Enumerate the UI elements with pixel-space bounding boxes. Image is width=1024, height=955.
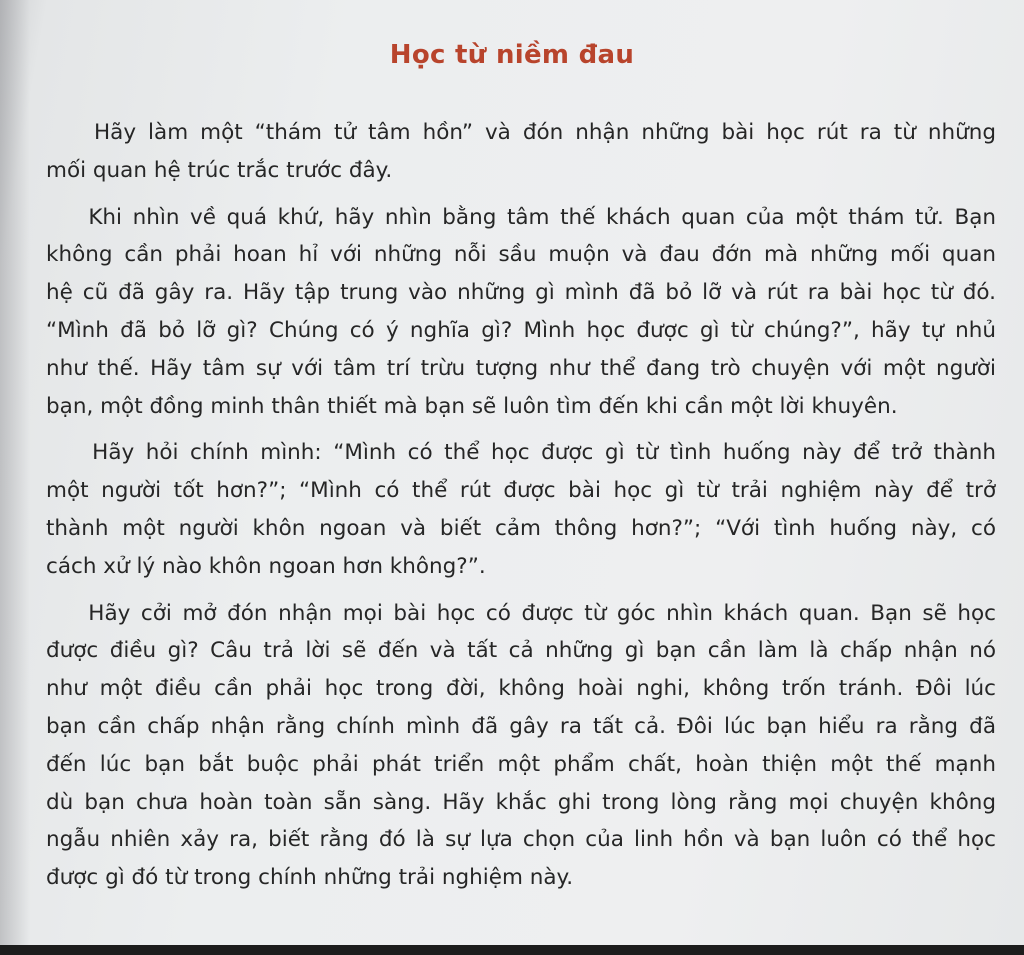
text-line: một người tốt hơn?”; “Mình có thể rút được bài học gì từ trải nghiệm này để trở <box>46 478 996 504</box>
body-text <box>46 114 996 906</box>
paragraph-2 <box>46 199 996 426</box>
paragraph-3 <box>46 434 996 585</box>
text-line: hệ cũ đã gây ra. Hãy tập trung vào những gì mình đã bỏ lỡ và rút ra bài học từ đó. <box>46 280 996 306</box>
text-line: dù bạn chưa hoàn toàn sẵn sàng. Hãy khắc ghi trong lòng rằng mọi chuyện không <box>46 789 996 815</box>
text-line: cách xử lý nào khôn ngoan hơn không?”. <box>46 553 486 579</box>
text-line: đến lúc bạn bắt buộc phải phát triển một phẩm chất, hoàn thiện một thế mạnh <box>46 751 996 777</box>
text-line: không cần phải hoan hỉ với những nỗi sầu muộn và đau đớn mà những mối quan <box>46 242 996 268</box>
text-line: thành một người khôn ngoan và biết cảm thông hơn?”; “Với tình huống này, có <box>46 515 996 541</box>
text-line: bạn cần chấp nhận rằng chính mình đã gây ra tất cả. Đôi lúc bạn hiểu ra rằng đã <box>46 713 996 739</box>
text-line: Hãy hỏi chính mình: “Mình có thể học được gì từ tình huống này để trở thành <box>46 440 996 466</box>
text-line: mối quan hệ trúc trắc trước đây. <box>46 157 393 183</box>
text-line: Hãy cởi mở đón nhận mọi bài học có được từ góc nhìn khách quan. Bạn sẽ học <box>46 600 996 626</box>
text-line: ngẫu nhiên xảy ra, biết rằng đó là sự lựa chọn của linh hồn và bạn luôn có thể học <box>46 827 996 853</box>
text-line: như thế. Hãy tâm sự với tâm trí trừu tượng như thể đang trò chuyện với một người <box>46 355 996 381</box>
text-line: được điều gì? Câu trả lời sẽ đến và tất cả những gì bạn cần làm là chấp nhận nó <box>46 638 996 664</box>
text-line: được gì đó từ trong chính những trải nghiệm này. <box>46 865 574 891</box>
text-line: bạn, một đồng minh thân thiết mà bạn sẽ luôn tìm đến khi cần một lời khuyên. <box>46 393 898 419</box>
page-bottom-edge <box>0 945 1024 955</box>
page-gutter-shadow <box>0 0 30 945</box>
text-line: Khi nhìn về quá khứ, hãy nhìn bằng tâm thế khách quan của một thám tử. Bạn <box>46 204 996 230</box>
paragraph-4 <box>46 595 996 897</box>
text-line: Hãy làm một “thám tử tâm hồn” và đón nhận những bài học rút ra từ những <box>46 120 996 145</box>
text-line: “Mình đã bỏ lỡ gì? Chúng có ý nghĩa gì? Mình học được gì từ chúng?”, hãy tự nhủ <box>46 317 996 343</box>
text-line: như một điều cần phải học trong đời, không hoài nghi, không trốn tránh. Đôi lúc <box>46 676 996 702</box>
paragraph-1 <box>46 114 996 190</box>
section-title: Học từ niềm đau <box>389 40 635 70</box>
